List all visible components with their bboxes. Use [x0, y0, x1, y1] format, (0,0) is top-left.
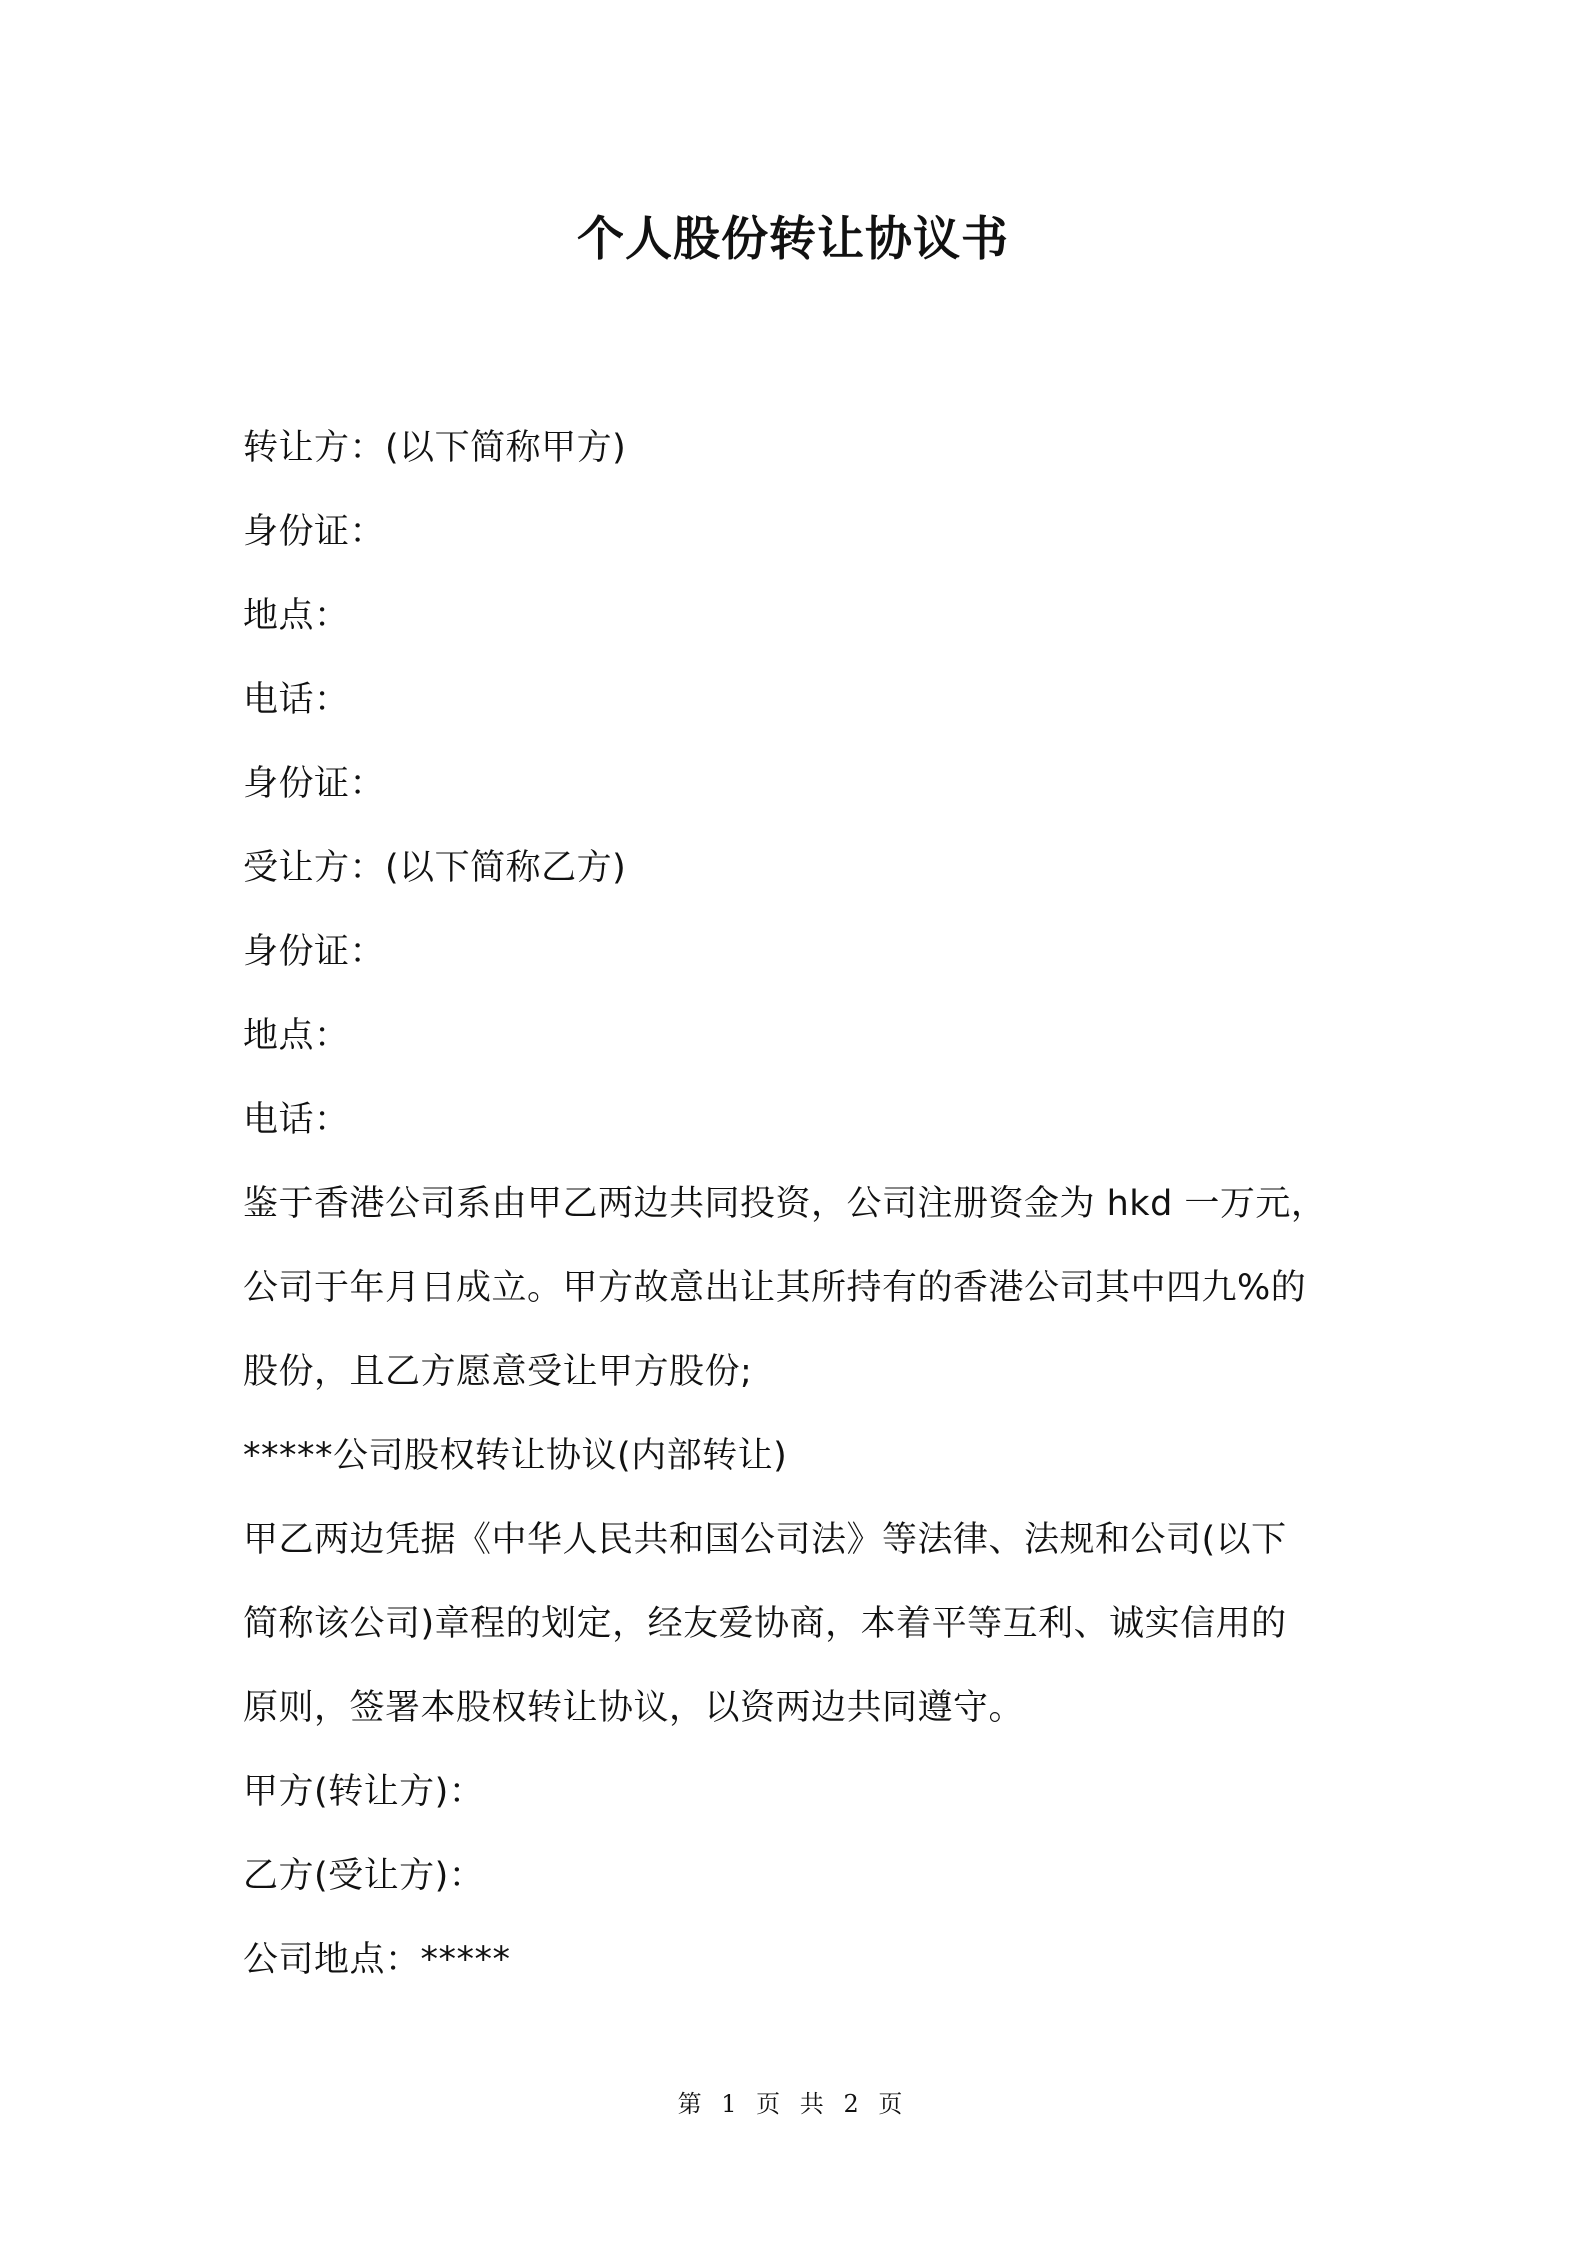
text-line-transferee-phone: 电话：: [243, 1100, 350, 1140]
text-line-transferee-address: 地点：: [243, 1016, 350, 1056]
text-line-transferor: 转让方：(以下简称甲方): [243, 428, 627, 468]
text-line-company-address: 公司地点：*****: [243, 1940, 511, 1980]
text-line-transferee: 受让方：(以下简称乙方): [243, 848, 627, 888]
text-line-party-a: 甲方(转让方)：: [243, 1772, 485, 1812]
text-line-transferor-phone: 电话：: [243, 680, 350, 720]
text-line-transferor-id-2: 身份证：: [243, 764, 386, 804]
text-line-paragraph-1c: 股份，且乙方愿意受让甲方股份;: [243, 1352, 753, 1392]
text-line-transferor-id: 身份证：: [243, 512, 386, 552]
text-line-paragraph-2b: 简称该公司)章程的划定，经友爱协商，本着平等互利、诚实信用的: [243, 1604, 1287, 1644]
text-line-transferee-id: 身份证：: [243, 932, 386, 972]
document-body: [243, 406, 1363, 2002]
text-line-party-b: 乙方(受让方)：: [243, 1856, 485, 1896]
text-line-paragraph-1b: 公司于年月日成立。甲方故意出让其所持有的香港公司其中四九%的: [243, 1268, 1307, 1308]
text-line-agreement-heading: *****公司股权转让协议(内部转让): [243, 1436, 788, 1476]
text-line-transferor-address: 地点：: [243, 596, 350, 636]
document-title: 个人股份转让协议书: [577, 212, 1009, 267]
text-line-paragraph-1a: 鉴于香港公司系由甲乙两边共同投资，公司注册资金为 hkd 一万元，: [243, 1184, 1327, 1224]
text-line-paragraph-2a: 甲乙两边凭据《中华人民共和国公司法》等法律、法规和公司(以下: [243, 1520, 1287, 1560]
text-line-paragraph-2c: 原则，签署本股权转让协议，以资两边共同遵守。: [243, 1688, 1025, 1728]
page-number-footer: 第 1 页 共 2 页: [677, 2090, 909, 2118]
